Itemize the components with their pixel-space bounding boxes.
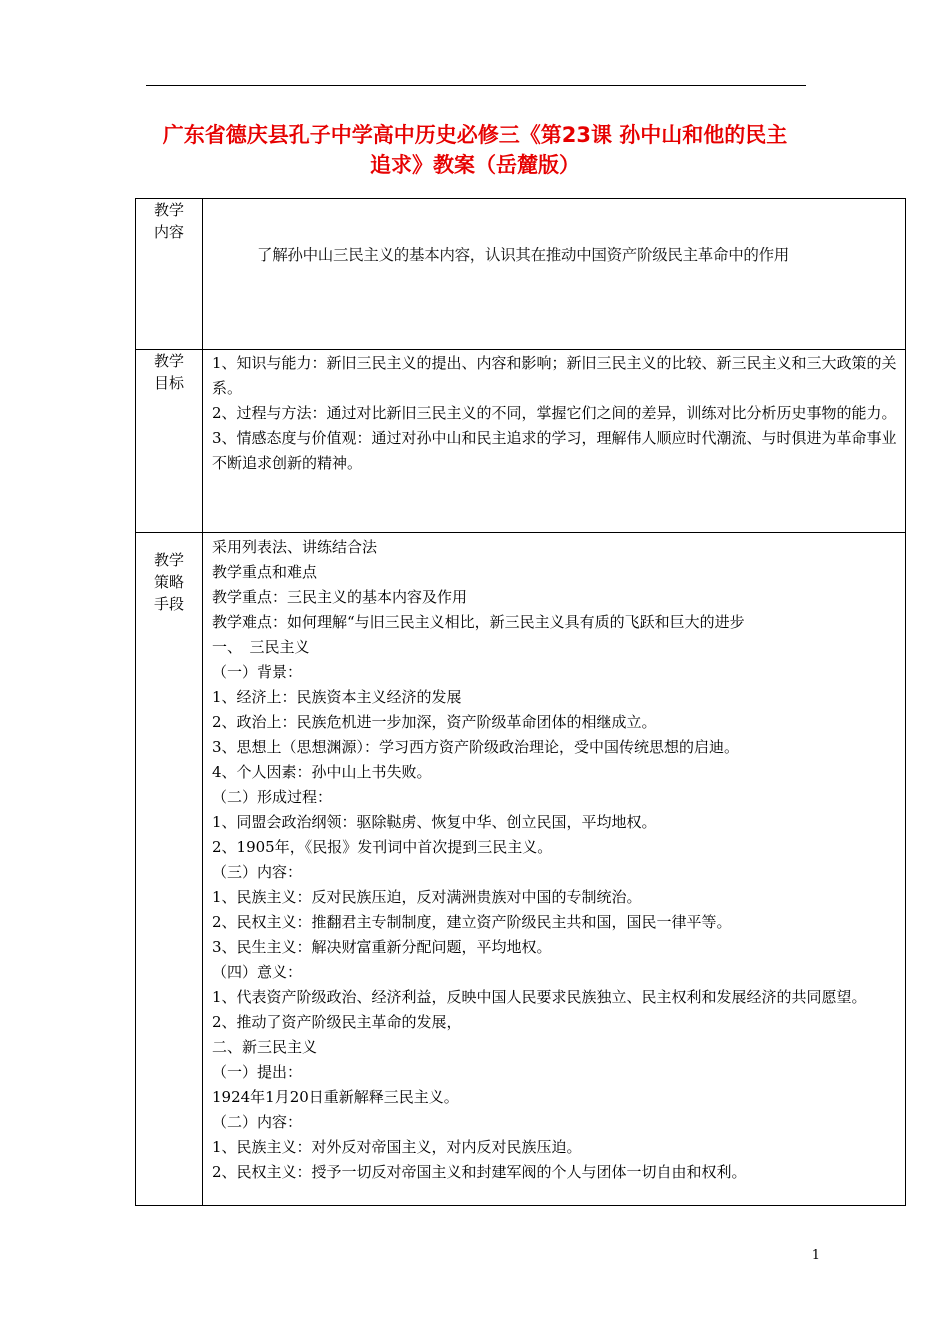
content-line: 了解孙中山三民主义的基本内容，认识其在推动中国资产阶级民主革命中的作用: [257, 245, 790, 264]
row-label: 教学内容: [153, 201, 184, 241]
strategy-line: （一）背景：: [212, 663, 303, 681]
strategy-line: （二）内容：: [212, 1113, 303, 1131]
strategy-line: （一）提出：: [212, 1063, 303, 1081]
strategy-line: 教学重点和难点: [212, 563, 318, 581]
title-line-1: 广东省德庆县孔子中学高中历史必修三《第23课 孙中山和他的民主: [162, 123, 788, 147]
content-cell-content: [203, 199, 906, 350]
row-teaching-goals: [136, 350, 906, 533]
row-label: 教学目标: [153, 352, 184, 392]
strategy-line: （二）形成过程：: [212, 788, 333, 806]
strategy-line: 2、推动了资产阶级民主革命的发展，: [212, 1013, 462, 1031]
strategy-line: 2、民权主义：推翻君主专制制度，建立资产阶级民主共和国，国民一律平等。: [212, 913, 732, 931]
strategy-line: 3、思想上（思想渊源）：学习西方资产阶级政治理论，受中国传统思想的启迪。: [212, 738, 740, 756]
strategy-line: （三）内容：: [212, 863, 303, 881]
strategy-line: 1、经济上：民族资本主义经济的发展: [212, 688, 462, 706]
title-line-2: 追求》教案（岳麓版）: [370, 153, 580, 177]
strategy-line: 1、民族主义：反对民族压迫，反对满洲贵族对中国的专制统治。: [212, 888, 642, 906]
strategy-line: 1924年1月20日重新解释三民主义。: [212, 1088, 459, 1106]
row-teaching-content: [136, 199, 906, 350]
lesson-plan-table: [135, 198, 906, 1206]
row-label: 教学策略手段: [153, 551, 184, 613]
goal-line: 2、过程与方法：通过对比新旧三民主义的不同，掌握它们之间的差异，训练对比分析历史事物的能力。: [212, 404, 897, 422]
strategy-line: 采用列表法、讲练结合法: [212, 538, 378, 556]
strategy-line: 教学重点：三民主义的基本内容及作用: [212, 588, 468, 606]
strategy-line: 1、同盟会政治纲领：驱除鞑虏、恢复中华、创立民国，平均地权。: [212, 813, 657, 831]
strategy-line: 3、民生主义：解决财富重新分配问题，平均地权。: [212, 938, 552, 956]
goal-line: 1、知识与能力：新旧三民主义的提出、内容和影响；新旧三民主义的比较、新三民主义和三大政策的关系。: [212, 354, 897, 397]
strategy-line: 2、1905年，《民报》发刊词中首次提到三民主义。: [212, 838, 553, 856]
page-number: 1: [811, 1248, 820, 1263]
strategy-line: 一、 三民主义: [212, 638, 310, 656]
content-cell-goals: [203, 350, 906, 533]
strategy-line: 教学难点：如何理解“与旧三民主义相比，新三民主义具有质的飞跃和巨大的进步: [212, 613, 745, 631]
goal-line: 3、情感态度与价值观：通过对孙中山和民主追求的学习，理解伟人顺应时代潮流、与时俱进为革命事业不断追求创新的精神。: [212, 429, 897, 472]
strategy-line: 2、民权主义：授予一切反对帝国主义和封建军阀的个人与团体一切自由和权利。: [212, 1163, 747, 1181]
content-cell-strategy: [203, 533, 906, 1206]
label-cell-strategy: [136, 533, 203, 1206]
row-teaching-strategy: [136, 533, 906, 1206]
document-title: [130, 120, 820, 180]
label-cell-content: [136, 199, 203, 350]
strategy-line: 4、个人因素：孙中山上书失败。: [212, 763, 432, 781]
strategy-line: 2、政治上：民族危机进一步加深，资产阶级革命团体的相继成立。: [212, 713, 657, 731]
strategy-line: 1、代表资产阶级政治、经济利益，反映中国人民要求民族独立、民主权利和发展经济的共同愿望。: [212, 988, 867, 1006]
strategy-line: （四）意义：: [212, 963, 303, 981]
strategy-line: 1、民族主义：对外反对帝国主义，对内反对民族压迫。: [212, 1138, 582, 1156]
label-cell-goals: [136, 350, 203, 533]
header-rule: [146, 85, 806, 86]
strategy-line: 二、新三民主义: [212, 1038, 318, 1056]
